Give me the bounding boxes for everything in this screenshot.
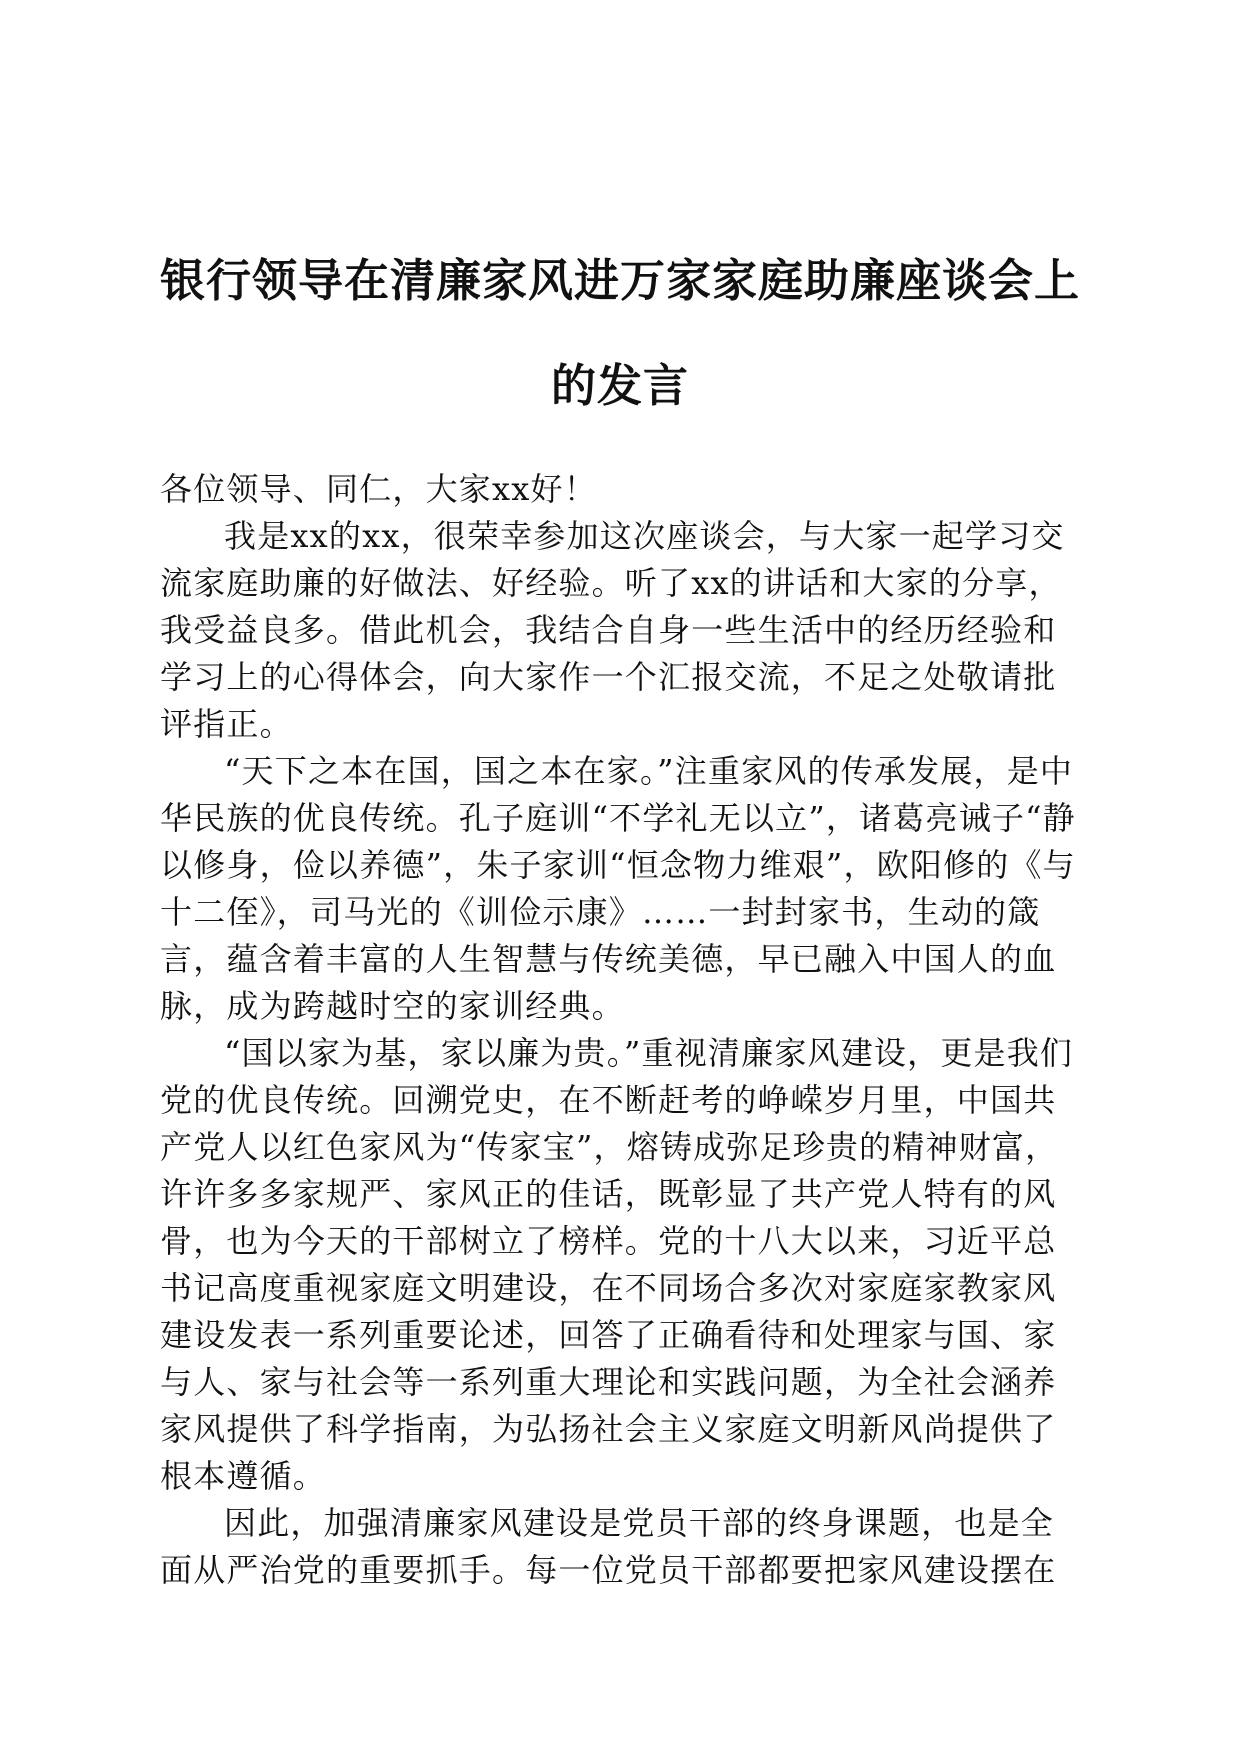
paragraph-intro: 我是xx的xx，很荣幸参加这次座谈会，与大家一起学习交流家庭助廉的好做法、好经验。听了xx的讲话和大家的分享，我受益良多。借此机会，我结合自身一些生活中的经历经验和学习上的心得体会，向大家作一个汇报交流，不足之处敬请批评指正。 bbox=[160, 517, 1065, 743]
paragraph-conclusion: 因此，加强清廉家风建设是党员干部的终身课题，也是全面从严治党的重要抓手。每一位党员干部都要把家风建设摆在 bbox=[160, 1504, 1057, 1589]
salutation: 各位领导、同仁，大家xx好！ bbox=[160, 470, 597, 508]
title-line-1: 银行领导在清廉家风进万家家庭助廉座谈会上 bbox=[159, 254, 1080, 307]
document-title bbox=[150, 228, 1090, 438]
paragraph-party-tradition: “国以家为基，家以廉为贵。”重视清廉家风建设，更是我们党的优良传统。回溯党史，在不断赶考的峥嵘岁月里，中国共产党人以红色家风为“传家宝”，熔铸成弥足珍贵的精神财富，许许多多家规严、家风正的佳话，既彰显了共产党人特有的风骨，也为今天的干部树立了榜样。党的十八大以来，习近平总书记高度重视家庭文明建设，在不同场合多次对家庭家教家风建设发表一系列重要论述，回答了正确看待和处理家与国、家与人、家与社会等一系列重大理论和实践问题，为全社会涵养家风提供了科学指南，为弘扬社会主义家庭文明新风尚提供了根本遵循。 bbox=[160, 1034, 1074, 1495]
document-body bbox=[160, 466, 1084, 1594]
title-line-2: 的发言 bbox=[550, 359, 689, 412]
paragraph-tradition: “天下之本在国，国之本在家。”注重家风的传承发展，是中华民族的优良传统。孔子庭训“不学礼无以立”，诸葛亮诫子“静以修身，俭以养德”，朱子家训“恒念物力维艰”，欧阳修的《与十二侄》，司马光的《训俭示康》……一封封家书，生动的箴言，蕴含着丰富的人生智慧与传统美德，早已融入中国人的血脉，成为跨越时空的家训经典。 bbox=[160, 752, 1076, 1025]
